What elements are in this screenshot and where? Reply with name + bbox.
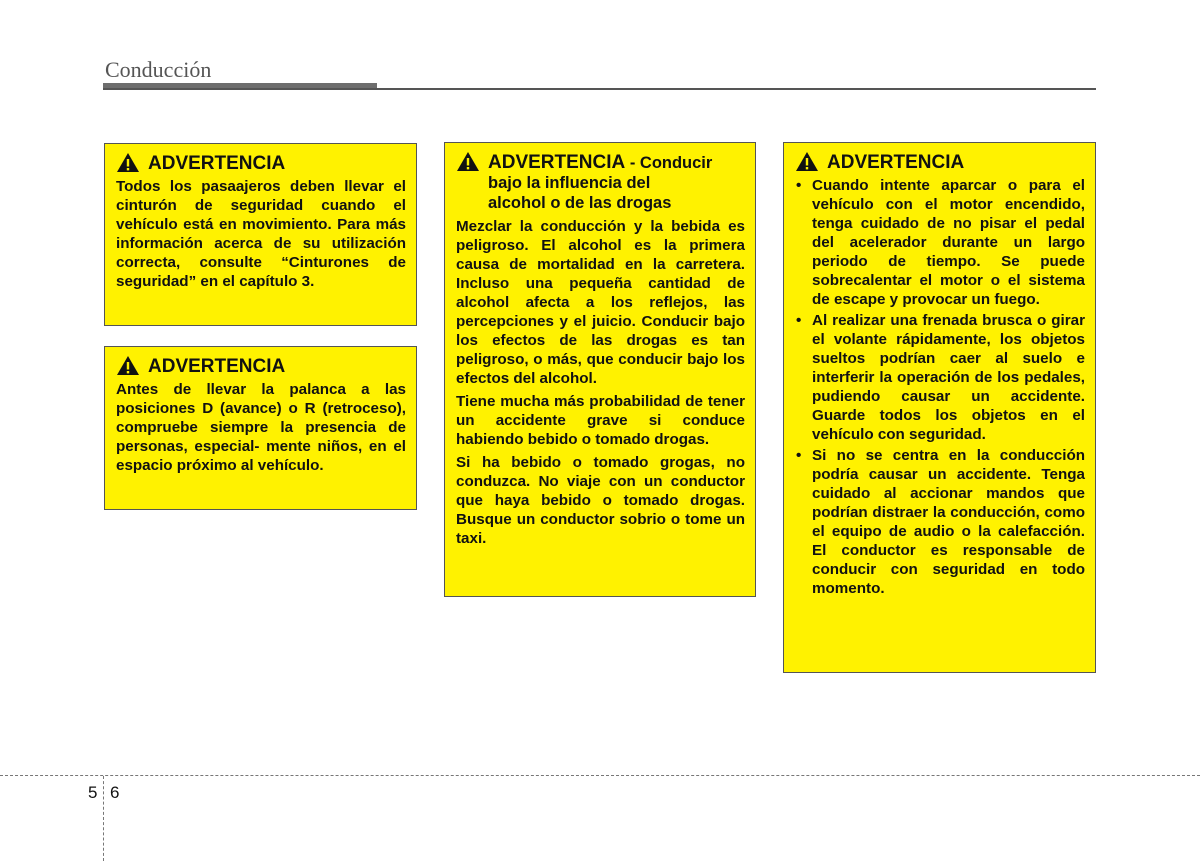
warning-title: ADVERTENCIA - Conducir bajo la influencia del alcohol o de las drogas bbox=[456, 153, 745, 213]
warning-text: Todos los pasaajeros deben llevar el cinturón de seguridad cuando el vehículo está en movimiento. Para más información acerca de su utilización correcta, consulte “Cinturones de seguridad” en el capítulo 3. bbox=[116, 178, 406, 290]
list-item: • Cuando intente aparcar o para el vehículo con el motor encendido, tenga cuidado de no pisar el pedal del acelerador durante un largo periodo de tiempo. Se puede sobrecalentar el motor o el sistema de escape y provocar un fuego. bbox=[795, 176, 1085, 309]
warning-box-alcohol-drugs bbox=[444, 142, 756, 597]
section-number: 5 bbox=[88, 783, 98, 802]
warning-title: ADVERTENCIA bbox=[116, 357, 406, 376]
warning-triangle-icon bbox=[116, 355, 140, 376]
warning-triangle-icon bbox=[795, 151, 819, 172]
page-number: 6 bbox=[110, 783, 120, 802]
warning-box-gear-shift bbox=[104, 346, 417, 510]
warning-title: ADVERTENCIA bbox=[795, 153, 1085, 172]
footer-page-divider bbox=[103, 776, 104, 861]
header-rule bbox=[103, 88, 1096, 90]
warning-text: Mezclar la conducción y la bebida es peligroso. El alcohol es la primera causa de mortalidad en la carretera. Incluso una pequeña cantidad de alcohol afecta a los reflejos, las percepciones y el juicio. Conducir bajo los efectos de las drogas es tan peligroso, o más, que conducir bajo los efectos del alcohol. bbox=[456, 218, 745, 387]
warning-box-seatbelt bbox=[104, 143, 417, 326]
list-item: • Si no se centra en la conducción podría causar un accidente. Tenga cuidado al accionar mandos que podrían distraer la conducción, como el equipo de audio o la calefacción. El conductor es responsable de conducir con seguridad en todo momento. bbox=[795, 446, 1085, 598]
warning-box-parking-distraction bbox=[783, 142, 1096, 673]
list-item: • Al realizar una frenada brusca o girar el volante rápidamente, los objetos sueltos podrían caer al suelo e interferir la operación de los pedales, pudiendo causar un accidente. Guarde todos los objetos en el vehículo con seguridad. bbox=[795, 311, 1085, 444]
footer-divider bbox=[0, 775, 1200, 776]
page-header-title: Conducción bbox=[105, 57, 212, 82]
warning-text: Antes de llevar la palanca a las posiciones D (avance) o R (retroceso), compruebe siempre la presencia de personas, especial- mente niños, en el espacio próximo al vehículo. bbox=[116, 381, 406, 474]
warning-text: Tiene mucha más probabilidad de tener un accidente grave si conduce habiendo bebido o tomado drogas. bbox=[456, 393, 745, 448]
warning-triangle-icon bbox=[116, 152, 140, 173]
warning-text: Si ha bebido o tomado grogas, no conduzca. No viaje con un conductor que haya bebido o tomado drogas. Busque un conductor sobrio o tome un taxi. bbox=[456, 454, 745, 547]
warning-bullet-list bbox=[795, 176, 1085, 598]
warning-triangle-icon bbox=[456, 151, 480, 172]
warning-title: ADVERTENCIA bbox=[116, 154, 406, 173]
